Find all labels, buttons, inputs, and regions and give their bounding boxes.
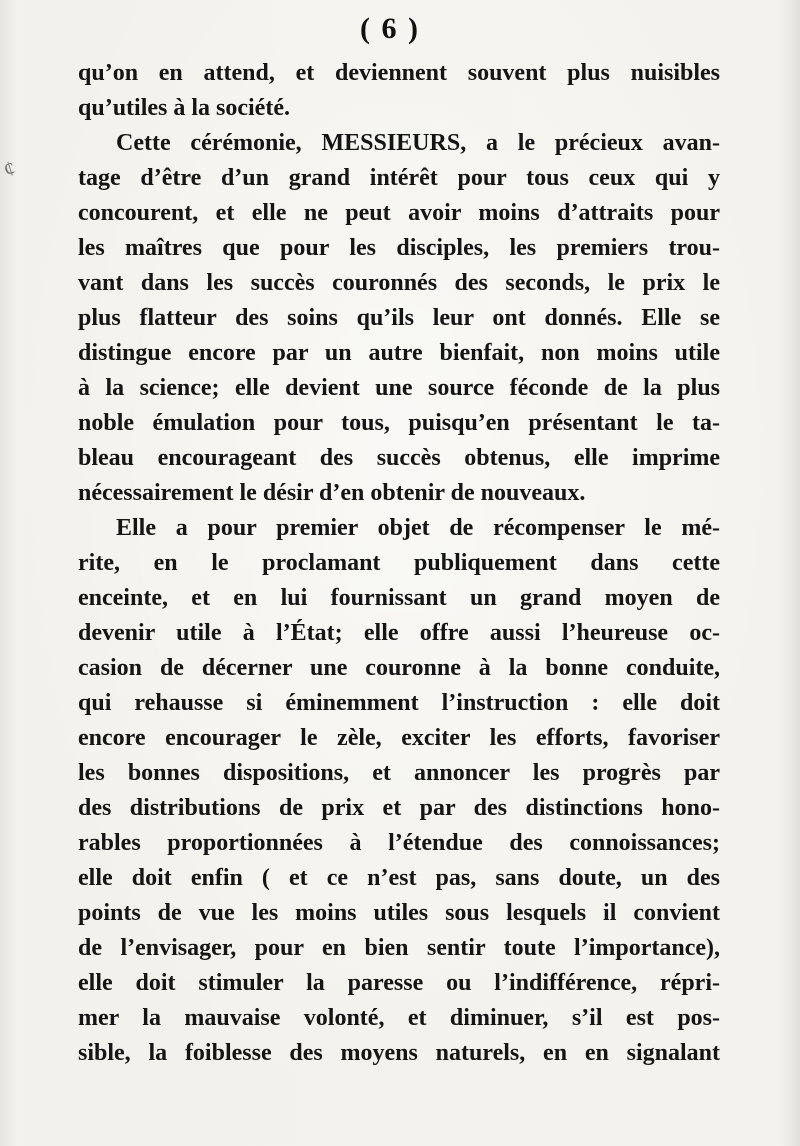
paragraph-2 — [78, 126, 720, 511]
page-number: ( 6 ) — [360, 12, 420, 45]
text-line: rables proportionnées à l’étendue des connoissances; — [78, 830, 720, 856]
text-line: les bonnes dispositions, et annoncer les progrès par — [78, 760, 720, 786]
text-line: devenir utile à l’État; elle offre aussi l’heureuse oc- — [78, 620, 720, 646]
text-line: des distributions de prix et par des distinctions hono- — [78, 795, 720, 821]
text-line: vant dans les succès couronnés des seconds, le prix le — [78, 270, 720, 296]
text-line: les maîtres que pour les disciples, les premiers trou- — [78, 235, 720, 261]
text-line: elle doit enfin ( et ce n’est pas, sans doute, un des — [78, 865, 720, 891]
text-line: mer la mauvaise volonté, et diminuer, s’il est pos- — [78, 1005, 720, 1031]
text-line: nécessairement le désir d’en obtenir de nouveaux. — [78, 480, 586, 506]
text-line: bleau encourageant des succès obtenus, elle imprime — [78, 445, 720, 471]
paragraph-3 — [78, 511, 720, 1071]
margin-mark: ¢ — [0, 154, 19, 183]
text-line: sible, la foiblesse des moyens naturels, en en signalant — [78, 1040, 720, 1066]
body-text — [78, 56, 720, 1071]
text-line: qui rehausse si éminemment l’instruction : elle doit — [78, 690, 720, 716]
text-line: encore encourager le zèle, exciter les efforts, favoriser — [78, 725, 720, 751]
text-line: qu’utiles à la société. — [78, 95, 290, 121]
text-line: Elle a pour premier objet de récompenser le mé- — [116, 515, 720, 541]
text-line: de l’envisager, pour en bien sentir toute l’importance), — [78, 935, 720, 961]
text-line: noble émulation pour tous, puisqu’en présentant le ta- — [78, 410, 720, 436]
text-line: enceinte, et en lui fournissant un grand moyen de — [78, 585, 720, 611]
paragraph-1 — [78, 56, 720, 126]
text-line: concourent, et elle ne peut avoir moins d’attraits pour — [78, 200, 720, 226]
text-line: casion de décerner une couronne à la bonne conduite, — [78, 655, 720, 681]
text-line: qu’on en attend, et deviennent souvent plus nuisibles — [78, 60, 720, 86]
text-line: tage d’être d’un grand intérêt pour tous ceux qui y — [78, 165, 720, 191]
text-line: distingue encore par un autre bienfait, non moins utile — [78, 340, 720, 366]
text-line: rite, en le proclamant publiquement dans cette — [78, 550, 720, 576]
text-line: plus flatteur des soins qu’ils leur ont donnés. Elle se — [78, 305, 720, 331]
text-line: à la science; elle devient une source féconde de la plus — [78, 375, 720, 401]
text-line: points de vue les moins utiles sous lesquels il convient — [78, 900, 720, 926]
text-line: Cette cérémonie, MESSIEURS, a le précieux avan- — [116, 130, 720, 156]
text-line: elle doit stimuler la paresse ou l’indifférence, répri- — [78, 970, 720, 996]
